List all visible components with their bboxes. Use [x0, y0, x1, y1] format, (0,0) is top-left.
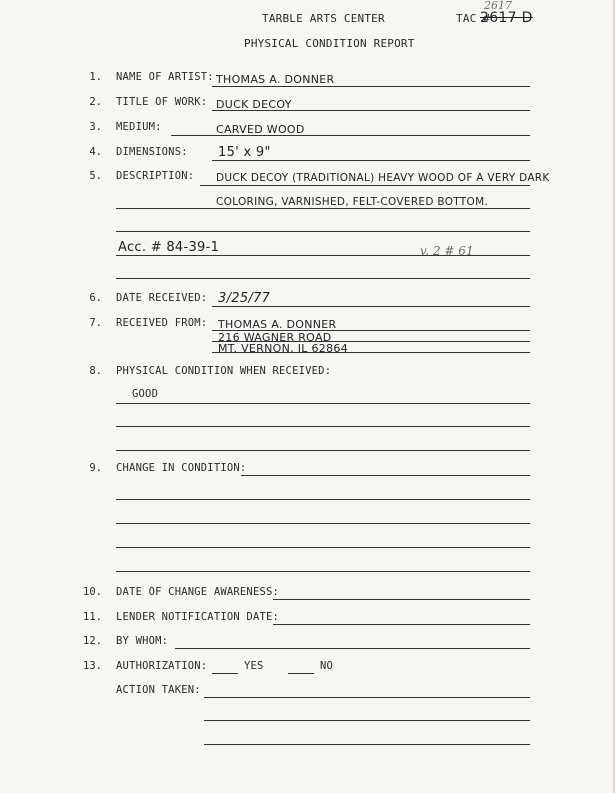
description-line-2 [116, 208, 530, 209]
condition-line-1 [116, 403, 530, 404]
change-awareness-line [273, 599, 530, 600]
field-8-number: 8. [89, 365, 102, 377]
change-line-1 [241, 475, 530, 476]
tac-label: TAC # [456, 12, 491, 25]
change-line-4 [116, 547, 530, 548]
change-line-3 [116, 523, 530, 524]
field-3-number: 3. [89, 121, 102, 133]
description-label: DESCRIPTION: [116, 170, 195, 182]
field-13-number: 13. [83, 660, 102, 672]
description-line-3 [116, 231, 530, 232]
received-from-line2: 216 WAGNER ROAD [218, 331, 332, 344]
condition-line-3 [116, 450, 530, 451]
authorization-label: AUTHORIZATION: [116, 660, 208, 672]
field-7-number: 7. [89, 317, 102, 329]
authorization-no: NO [320, 660, 334, 672]
medium-label: MEDIUM: [116, 121, 162, 133]
change-line-5 [116, 571, 530, 572]
authorization-no-blank [288, 673, 314, 674]
artist-value: THOMAS A. DONNER [216, 73, 335, 86]
field-12-number: 12. [83, 635, 102, 647]
field-4-number: 4. [89, 146, 102, 158]
authorization-yes: YES [244, 660, 264, 672]
change-line-2 [116, 499, 530, 500]
field-11-number: 11. [83, 611, 102, 623]
received-from-label: RECEIVED FROM: [116, 317, 208, 329]
field-9-number: 9. [89, 462, 102, 474]
dimensions-value: 15' x 9" [218, 145, 271, 160]
dimensions-line [212, 160, 530, 161]
title-value: DUCK DECOY [216, 98, 292, 111]
date-received-line [212, 306, 530, 307]
received-from-line1: THOMAS A. DONNER [218, 318, 337, 331]
artist-label: NAME OF ARTIST: [116, 71, 214, 83]
description-value-1: DUCK DECOY (TRADITIONAL) HEAVY WOOD OF A VERY DARK [216, 172, 550, 184]
medium-line [171, 135, 530, 136]
action-taken-label: ACTION TAKEN: [116, 684, 201, 696]
lender-notification-line [273, 624, 530, 625]
org-name: TARBLE ARTS CENTER [262, 12, 385, 25]
condition-received-value: GOOD [132, 388, 159, 400]
report-title: PHYSICAL CONDITION REPORT [244, 37, 415, 50]
lender-notification-label: LENDER NOTIFICATION DATE: [116, 611, 280, 623]
description-line-4 [116, 255, 530, 256]
field-5-number: 5. [89, 170, 102, 182]
tac-number: 2617 D [480, 10, 533, 26]
action-line-2 [204, 720, 530, 721]
description-value-2: COLORING, VARNISHED, FELT-COVERED BOTTOM. [216, 196, 489, 208]
condition-received-label: PHYSICAL CONDITION WHEN RECEIVED: [116, 365, 332, 377]
by-whom-label: BY WHOM: [116, 635, 169, 647]
date-received-label: DATE RECEIVED: [116, 292, 208, 304]
description-line-1 [200, 185, 530, 186]
change-condition-label: CHANGE IN CONDITION: [116, 462, 247, 474]
title-label: TITLE OF WORK: [116, 96, 208, 108]
action-line-1 [204, 697, 530, 698]
condition-line-2 [116, 426, 530, 427]
accession-number: Acc. # 84-39-1 [118, 240, 220, 255]
change-awareness-label: DATE OF CHANGE AWARENESS: [116, 586, 280, 598]
field-10-number: 10. [83, 586, 102, 598]
field-1-number: 1. [89, 71, 102, 83]
description-line-5 [116, 278, 530, 279]
dimensions-label: DIMENSIONS: [116, 146, 188, 158]
volume-pencil-note: v. 2 # 61 [420, 244, 474, 258]
authorization-yes-blank [212, 673, 238, 674]
received-from-line3: MT. VERNON, IL 62864 [218, 342, 348, 355]
received-from-rule-3 [212, 352, 530, 353]
title-line [212, 110, 530, 111]
artist-line [212, 86, 530, 87]
field-6-number: 6. [89, 292, 102, 304]
action-line-3 [204, 744, 530, 745]
field-2-number: 2. [89, 96, 102, 108]
medium-value: CARVED WOOD [216, 123, 305, 136]
tac-pencil-number: 2617 [484, 0, 512, 12]
by-whom-line [175, 648, 530, 649]
date-received-value: 3/25/77 [218, 291, 271, 306]
